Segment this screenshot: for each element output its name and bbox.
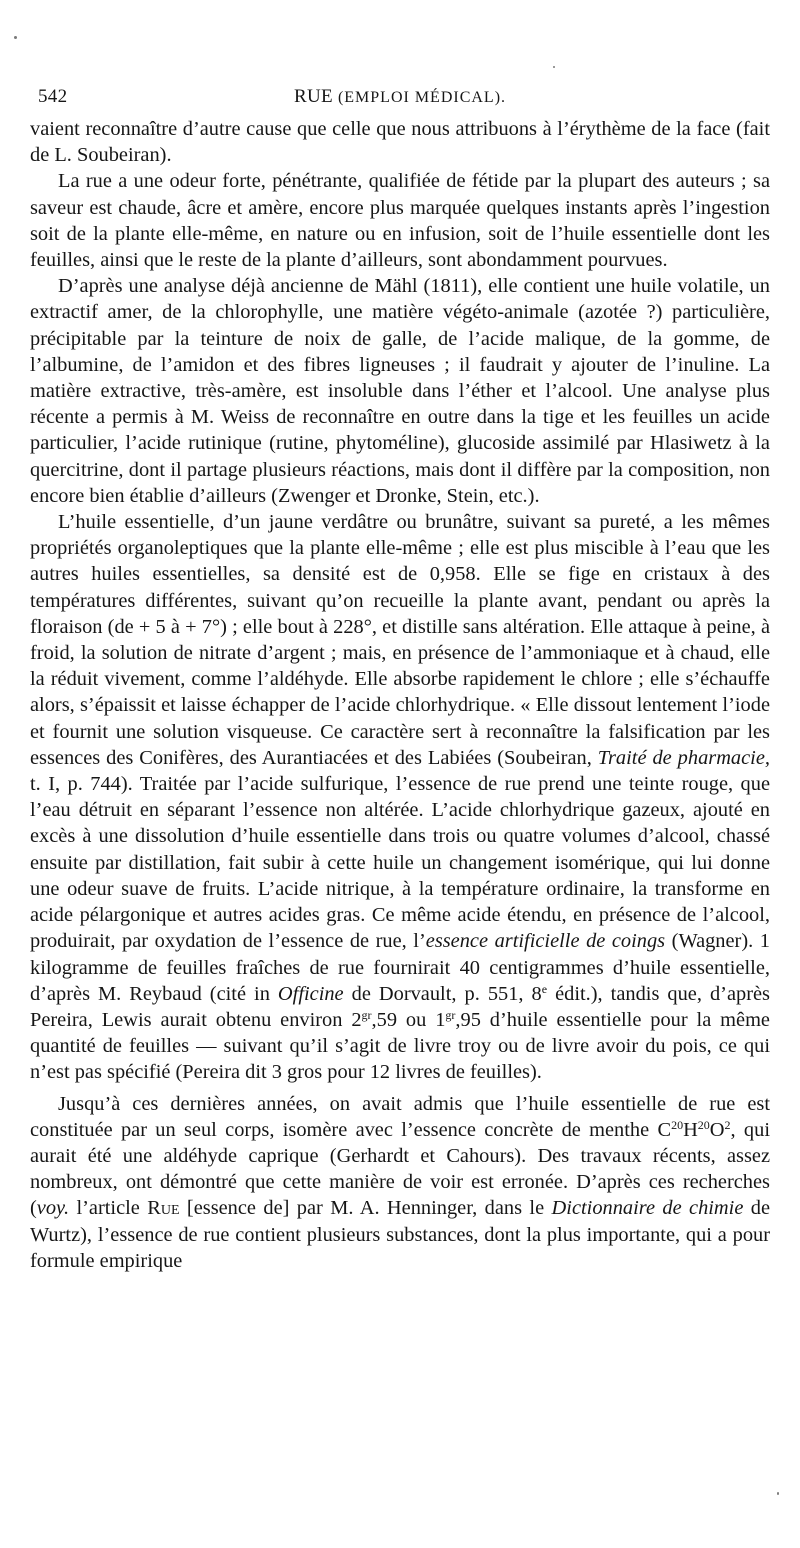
page-header: [30, 82, 770, 116]
italic-abbrev: voy.: [36, 1197, 70, 1220]
text-run: (Wagner). 1 kilogramme de feuilles fraîches de rue fournirait 40 centigrammes d’huile essentielle, d’après M. Reybaud (cité in: [30, 930, 770, 1005]
superscript: gr: [361, 1007, 372, 1022]
text-run: O: [709, 1118, 725, 1141]
italic-title: Traité de pharmacie,: [597, 746, 770, 769]
text-run: ,59 ou 1: [371, 1008, 446, 1031]
paragraph: La rue a une odeur forte, pénétrante, qualifiée de fétide par la plupart des auteurs ; sa saveur est chaude, âcre et amère, encore plus marquée quelques instants après l’ingestion soit de la plante elle-même, en nature ou en infusion, soit de l’huile essentielle dont les feuilles, ainsi que le reste de la plante d’ailleurs, sont abondamment pourvues.: [30, 170, 770, 272]
scan-speck: [777, 1492, 779, 1495]
text-run: Jusqu’à ces dernières années, on avait admis que l’huile essentielle de rue est constituée par un seul corps, isomère avec l’essence concrète de menthe C: [30, 1092, 770, 1141]
italic-term: essence artificielle de coings: [425, 930, 666, 953]
superscript: gr: [445, 1007, 456, 1022]
running-head: [30, 86, 770, 108]
text-run: H: [683, 1118, 698, 1141]
text-run: L’huile essentielle, d’un jaune verdâtre ou brunâtre, suivant sa pureté, a les mêmes propriétés organoleptiques que la plante elle-même ; elle est plus miscible à l’eau que les autres huiles essentielles, sa densité est de 0,958. Elle se fige en cristaux à des températures différentes, suivant qu’on recueille la plante avant, pendant ou après la floraison (de + 5 à + 7°) ; elle bout à 228°, et distille sans altération. Elle attaque à peine, à froid, la solution de nitrate d’argent ; mais, en présence de l’ammoniaque et à chaud, elle la réduit vivement, comme l’aldéhyde. Elle absorbe rapidement le chlore ; elle s’échauffe alors, s’épaissit et laisse échapper de l’acide chlorhydrique. « Elle dissout lentement l’iode et fournit une solution visqueuse. Ce caractère sert à reconnaître la falsification par les essences des Conifères, des Aurantiacées et des Labiées (Soubeiran,: [30, 511, 770, 769]
book-page: [30, 82, 770, 1274]
scan-speck: [14, 36, 17, 39]
scan-speck: [553, 66, 555, 68]
paragraph: vaient reconnaître d’autre cause que celle que nous attribuons à l’érythème de la face (fait de L. Soubeiran).: [30, 118, 770, 167]
running-head-title: RUE: [293, 86, 333, 107]
text-run: [essence de] par M. A. Henninger, dans le: [179, 1197, 552, 1220]
running-head-subtitle: (EMPLOI MÉDICAL).: [337, 89, 507, 106]
italic-title: Officine: [277, 982, 344, 1005]
superscript: 20: [671, 1117, 684, 1132]
text-run: édit.), tandis que, d’après Pereira, Lewis aurait obtenu environ 2: [30, 982, 770, 1031]
paragraph: [30, 509, 770, 1085]
superscript: 2: [724, 1117, 731, 1132]
body-text: [30, 116, 770, 1274]
text-run: , qui aurait été une aldéhyde caprique (Gerhardt et Cahours). Des travaux récents, assez nombreux, ont démontré que cette manière de voir est erronée. D’après ces recherches (: [30, 1118, 770, 1220]
text-run: de Dorvault, p. 551, 8: [343, 982, 542, 1005]
smallcaps-term: Rue: [147, 1197, 180, 1220]
superscript: 20: [697, 1117, 710, 1132]
text-run: t. I, p. 744). Traitée par l’acide sulfurique, l’essence de rue prend une teinte rouge, que l’eau détruit en séparant l’essence non altérée. L’acide chlorhydrique gazeux, ajouté en excès à une dissolution d’huile essentielle dans trois ou quatre volumes d’alcool, chassé ensuite par distillation, fait subir à cette huile un changement isomérique, qui lui donne une odeur suave de fruits. L’acide nitrique, à la température ordinaire, la transforme en acide pélargonique et autres acides gras. Ce même acide étendu, en présence de l’alcool, produirait, par oxydation de l’essence de rue, l’: [30, 773, 770, 953]
text-run: de Wurtz), l’essence de rue contient plusieurs substances, dont la plus importante, qui a pour formule empirique: [30, 1197, 771, 1272]
paragraph: D’après une analyse déjà ancienne de Mähl (1811), elle contient une huile volatile, un extractif amer, de la chlorophylle, une matière végéto-animale (azotée ?) particulière, précipitable par la teinture de noix de galle, de l’acide malique, de la gomme, de l’albumine, de l’amidon et des fibres ligneuses ; il faudrait y ajouter de l’inuline. La matière extractive, très-amère, est insoluble dans l’éther et l’alcool. Une analyse plus récente a permis à M. Weiss de reconnaître en outre dans la tige et les feuilles un acide particulier, l’acide rutinique (rutine, phytoméline), glucoside assimilé par Hlasiwetz à la quercitrine, dont il partage plusieurs réactions, mais dont il diffère par la composition, non encore bien établie d’ailleurs (Zwenger et Dronke, Stein, etc.).: [30, 275, 770, 507]
italic-title: Dictionnaire de chimie: [551, 1197, 744, 1220]
page-number: 542: [38, 86, 68, 107]
text-run: l’article: [69, 1197, 148, 1220]
text-run: ,95 d’huile essentielle pour la même quantité de feuilles — suivant qu’il s’agit de livre troy ou de livre avoir du pois, ce qui n’est pas spécifié (Pereira dit 3 gros pour 12 livres de feuilles).: [30, 1008, 770, 1084]
paragraph: [30, 1091, 770, 1274]
superscript: e: [541, 981, 548, 996]
